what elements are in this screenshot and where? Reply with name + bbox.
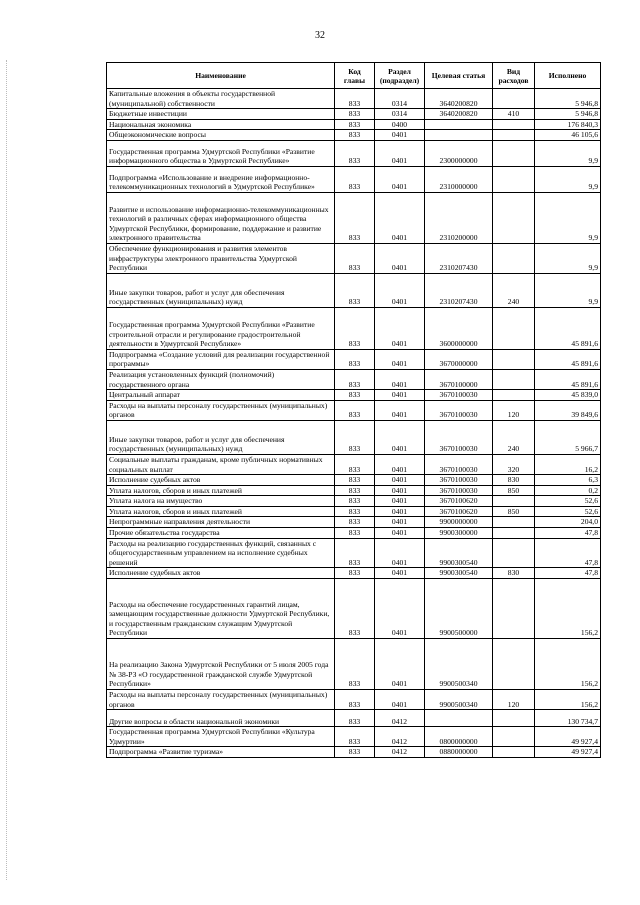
table-cell-chapter-code: 833	[335, 538, 375, 568]
table-cell-expense-type	[493, 166, 535, 192]
table-cell-chapter-code: 833	[335, 506, 375, 517]
table-row	[107, 390, 601, 401]
table-cell-name: Исполнение судебных актов	[107, 475, 335, 486]
table-cell-section: 0401	[375, 273, 425, 307]
table-cell-target-article: 9900300540	[425, 568, 493, 579]
table-cell-chapter-code: 833	[335, 485, 375, 496]
table-cell-section: 0401	[375, 475, 425, 486]
table-row	[107, 710, 601, 727]
table-cell-chapter-code: 833	[335, 475, 375, 486]
table-cell-chapter-code: 833	[335, 454, 375, 474]
table-cell-section: 0401	[375, 506, 425, 517]
table-cell-target-article: 0880000000	[425, 747, 493, 758]
table-cell-expense-type	[493, 538, 535, 568]
table-row	[107, 349, 601, 369]
table-cell-chapter-code: 833	[335, 639, 375, 690]
table-cell-target-article	[425, 710, 493, 727]
table-cell-section: 0314	[375, 89, 425, 109]
table-cell-name: Государственная программа Удмуртской Республики «Развитие информационного общества в Удмуртской Республике»	[107, 140, 335, 166]
table-cell-name: Расходы на обеспечение государственных гарантий лицам, замещающим государственные должности Удмуртской Республики, и государственным гражданским служащим Удмуртской Республики	[107, 579, 335, 639]
table-cell-chapter-code: 833	[335, 166, 375, 192]
table-cell-executed: 49 927,4	[535, 727, 601, 747]
table-cell-expense-type	[493, 517, 535, 528]
table-cell-section: 0401	[375, 420, 425, 454]
table-cell-name: Другие вопросы в области национальной экономики	[107, 710, 335, 727]
table-cell-expense-type: 320	[493, 454, 535, 474]
table-cell-target-article: 3640200820	[425, 89, 493, 109]
scan-margin-marks	[6, 60, 9, 880]
table-row	[107, 528, 601, 539]
table-cell-executed: 9,9	[535, 192, 601, 243]
table-cell-target-article: 3670100030	[425, 390, 493, 401]
table-cell-expense-type	[493, 639, 535, 690]
table-cell-executed: 45 891,6	[535, 369, 601, 389]
table-cell-expense-type	[493, 496, 535, 507]
table-row	[107, 130, 601, 141]
table-cell-section: 0401	[375, 390, 425, 401]
table-cell-executed: 9,9	[535, 166, 601, 192]
table-cell-target-article: 2310200000	[425, 192, 493, 243]
table-cell-chapter-code: 833	[335, 496, 375, 507]
table-cell-target-article: 3670100000	[425, 369, 493, 389]
table-cell-section: 0401	[375, 568, 425, 579]
table-cell-chapter-code: 833	[335, 579, 375, 639]
table-cell-name: Подпрограмма «Создание условий для реализации государственной программы»	[107, 349, 335, 369]
table-cell-name: Подпрограмма «Развитие туризма»	[107, 747, 335, 758]
table-header-row	[107, 63, 601, 89]
table-cell-expense-type	[493, 369, 535, 389]
table-row	[107, 579, 601, 639]
table-cell-section: 0400	[375, 119, 425, 130]
table-cell-section: 0314	[375, 109, 425, 120]
table-row	[107, 747, 601, 758]
table-cell-section: 0401	[375, 140, 425, 166]
table-cell-section: 0401	[375, 690, 425, 710]
table-cell-expense-type	[493, 747, 535, 758]
table-cell-executed: 45 839,0	[535, 390, 601, 401]
table-cell-target-article	[425, 119, 493, 130]
table-cell-section: 0401	[375, 517, 425, 528]
table-cell-section: 0401	[375, 130, 425, 141]
table-cell-target-article: 3600000000	[425, 307, 493, 349]
table-cell-expense-type: 850	[493, 485, 535, 496]
table-cell-target-article: 2310207430	[425, 273, 493, 307]
table-cell-expense-type	[493, 710, 535, 727]
table-cell-expense-type	[493, 243, 535, 273]
table-cell-executed: 156,2	[535, 639, 601, 690]
table-cell-expense-type	[493, 349, 535, 369]
table-cell-expense-type	[493, 192, 535, 243]
table-cell-chapter-code: 833	[335, 710, 375, 727]
table-cell-target-article	[425, 130, 493, 141]
table-cell-expense-type	[493, 579, 535, 639]
table-cell-executed: 5 966,7	[535, 420, 601, 454]
budget-table	[106, 62, 601, 758]
table-cell-target-article: 9900500000	[425, 579, 493, 639]
table-cell-target-article: 3670100620	[425, 496, 493, 507]
table-cell-target-article: 9900500340	[425, 639, 493, 690]
table-cell-executed: 176 840,3	[535, 119, 601, 130]
table-cell-expense-type	[493, 528, 535, 539]
table-cell-section: 0401	[375, 166, 425, 192]
table-cell-chapter-code: 833	[335, 369, 375, 389]
table-row	[107, 273, 601, 307]
table-cell-executed: 52,6	[535, 506, 601, 517]
header-section: Раздел (подраздел)	[375, 63, 425, 89]
table-row	[107, 243, 601, 273]
table-cell-name: Прочие обязательства государства	[107, 528, 335, 539]
table-cell-executed: 16,2	[535, 454, 601, 474]
table-row	[107, 568, 601, 579]
table-cell-executed: 9,9	[535, 140, 601, 166]
table-cell-expense-type	[493, 307, 535, 349]
table-cell-expense-type: 240	[493, 273, 535, 307]
table-cell-name: Иные закупки товаров, работ и услуг для обеспечения государственных (муниципальных) нужд	[107, 420, 335, 454]
table-cell-section: 0401	[375, 349, 425, 369]
table-cell-name: Расходы на выплаты персоналу государственных (муниципальных) органов	[107, 400, 335, 420]
table-cell-executed: 45 891,6	[535, 307, 601, 349]
table-row	[107, 485, 601, 496]
table-cell-chapter-code: 833	[335, 273, 375, 307]
table-cell-name: Государственная программа Удмуртской Республики «Культура Удмуртии»	[107, 727, 335, 747]
table-cell-name: Капитальные вложения в объекты государственной (муниципальной) собственности	[107, 89, 335, 109]
table-cell-executed: 49 927,4	[535, 747, 601, 758]
table-row	[107, 639, 601, 690]
table-cell-chapter-code: 833	[335, 528, 375, 539]
table-cell-chapter-code: 833	[335, 140, 375, 166]
table-cell-expense-type: 850	[493, 506, 535, 517]
table-row	[107, 192, 601, 243]
table-cell-target-article: 9900300000	[425, 528, 493, 539]
table-cell-section: 0401	[375, 307, 425, 349]
table-cell-name: Социальные выплаты гражданам, кроме публичных нормативных социальных выплат	[107, 454, 335, 474]
table-row	[107, 506, 601, 517]
table-cell-name: Непрограммные направления деятельности	[107, 517, 335, 528]
table-row	[107, 140, 601, 166]
table-cell-name: Уплата налогов, сборов и иных платежей	[107, 506, 335, 517]
header-executed: Исполнено	[535, 63, 601, 89]
table-cell-section: 0401	[375, 496, 425, 507]
table-cell-target-article: 9900000000	[425, 517, 493, 528]
table-cell-executed: 204,0	[535, 517, 601, 528]
table-row	[107, 690, 601, 710]
table-cell-section: 0412	[375, 747, 425, 758]
table-cell-chapter-code: 833	[335, 568, 375, 579]
table-cell-section: 0401	[375, 192, 425, 243]
table-cell-target-article: 3670100030	[425, 420, 493, 454]
table-cell-expense-type: 830	[493, 568, 535, 579]
table-cell-chapter-code: 833	[335, 192, 375, 243]
table-cell-expense-type: 830	[493, 475, 535, 486]
table-cell-section: 0412	[375, 727, 425, 747]
table-cell-chapter-code: 833	[335, 109, 375, 120]
table-cell-chapter-code: 833	[335, 243, 375, 273]
table-cell-name: Расходы на реализацию государственных функций, связанных с общегосударственным управлением на исполнение судебных решений	[107, 538, 335, 568]
table-row	[107, 307, 601, 349]
table-cell-section: 0401	[375, 485, 425, 496]
table-cell-expense-type	[493, 119, 535, 130]
table-row	[107, 454, 601, 474]
table-cell-executed: 46 105,6	[535, 130, 601, 141]
page-number: 32	[315, 30, 325, 41]
table-cell-target-article: 2310000000	[425, 166, 493, 192]
table-cell-executed: 156,2	[535, 690, 601, 710]
table-cell-name: Расходы на выплаты персоналу государственных (муниципальных) органов	[107, 690, 335, 710]
table-cell-executed: 47,8	[535, 538, 601, 568]
table-cell-expense-type: 120	[493, 690, 535, 710]
table-cell-name: Бюджетные инвестиции	[107, 109, 335, 120]
table-cell-executed: 5 946,8	[535, 89, 601, 109]
header-name: Наименование	[107, 63, 335, 89]
table-cell-expense-type: 120	[493, 400, 535, 420]
table-cell-executed: 156,2	[535, 579, 601, 639]
table-row	[107, 166, 601, 192]
table-cell-section: 0401	[375, 528, 425, 539]
table-cell-section: 0401	[375, 639, 425, 690]
table-cell-executed: 6,3	[535, 475, 601, 486]
header-target-article: Целевая статья	[425, 63, 493, 89]
table-cell-expense-type	[493, 89, 535, 109]
table-cell-target-article: 3670000000	[425, 349, 493, 369]
table-cell-executed: 39 849,6	[535, 400, 601, 420]
table-cell-section: 0401	[375, 454, 425, 474]
table-cell-executed: 5 946,8	[535, 109, 601, 120]
table-row	[107, 369, 601, 389]
table-cell-chapter-code: 833	[335, 119, 375, 130]
table-cell-name: Общеэкономические вопросы	[107, 130, 335, 141]
table-cell-executed: 9,9	[535, 243, 601, 273]
table-cell-name: Исполнение судебных актов	[107, 568, 335, 579]
table-row	[107, 119, 601, 130]
table-cell-target-article: 2310207430	[425, 243, 493, 273]
table-cell-chapter-code: 833	[335, 349, 375, 369]
table-cell-chapter-code: 833	[335, 747, 375, 758]
table-cell-chapter-code: 833	[335, 400, 375, 420]
table-cell-target-article: 3670100030	[425, 485, 493, 496]
table-cell-chapter-code: 833	[335, 690, 375, 710]
table-cell-executed: 45 891,6	[535, 349, 601, 369]
table-row	[107, 496, 601, 507]
table-cell-target-article: 9900500340	[425, 690, 493, 710]
table-cell-name: Государственная программа Удмуртской Республики «Развитие строительной отрасли и регулирование градостроительной деятельности в Удмуртской Республике»	[107, 307, 335, 349]
table-cell-section: 0401	[375, 243, 425, 273]
table-row	[107, 420, 601, 454]
table-cell-expense-type	[493, 130, 535, 141]
table-cell-name: Уплата налога на имущество	[107, 496, 335, 507]
table-row	[107, 89, 601, 109]
table-cell-target-article: 3670100030	[425, 400, 493, 420]
table-row	[107, 475, 601, 486]
table-cell-name: На реализацию Закона Удмуртской Республики от 5 июля 2005 года № 38-РЗ «О государственной гражданской службе Удмуртской Республики»	[107, 639, 335, 690]
table-cell-target-article: 2300000000	[425, 140, 493, 166]
table-cell-expense-type: 410	[493, 109, 535, 120]
table-cell-name: Обеспечение функционирования и развития элементов инфраструктуры электронного правительства Удмуртской Республики	[107, 243, 335, 273]
table-cell-name: Иные закупки товаров, работ и услуг для обеспечения государственных (муниципальных) нужд	[107, 273, 335, 307]
table-cell-expense-type	[493, 727, 535, 747]
table-cell-name: Развитие и использование информационно-телекоммуникационных технологий в различных сферах информационного общества Удмуртской Республики, формирование, поддержание и развитие электронного правительства	[107, 192, 335, 243]
table-cell-chapter-code: 833	[335, 727, 375, 747]
table-cell-target-article: 0800000000	[425, 727, 493, 747]
table-cell-name: Центральный аппарат	[107, 390, 335, 401]
table-cell-name: Реализация установленных функций (полномочий) государственного органа	[107, 369, 335, 389]
table-cell-name: Уплата налогов, сборов и иных платежей	[107, 485, 335, 496]
table-row	[107, 400, 601, 420]
table-cell-section: 0412	[375, 710, 425, 727]
table-cell-expense-type	[493, 390, 535, 401]
table-cell-section: 0401	[375, 369, 425, 389]
table-cell-name: Подпрограмма «Использование и внедрение информационно-телекоммуникационных технологий в Удмуртской Республике»	[107, 166, 335, 192]
table-cell-executed: 47,8	[535, 528, 601, 539]
table-row	[107, 109, 601, 120]
table-cell-section: 0401	[375, 579, 425, 639]
table-cell-executed: 130 734,7	[535, 710, 601, 727]
header-chapter-code: Код главы	[335, 63, 375, 89]
table-cell-executed: 0,2	[535, 485, 601, 496]
table-cell-section: 0401	[375, 400, 425, 420]
table-cell-executed: 52,6	[535, 496, 601, 507]
table-cell-section: 0401	[375, 538, 425, 568]
table-cell-target-article: 9900300540	[425, 538, 493, 568]
table-cell-expense-type: 240	[493, 420, 535, 454]
table-cell-chapter-code: 833	[335, 517, 375, 528]
table-cell-expense-type	[493, 140, 535, 166]
table-cell-chapter-code: 833	[335, 307, 375, 349]
table-cell-name: Национальная экономика	[107, 119, 335, 130]
table-cell-executed: 47,8	[535, 568, 601, 579]
table-cell-chapter-code: 833	[335, 130, 375, 141]
table-cell-target-article: 3640200820	[425, 109, 493, 120]
header-expense-type: Вид расходов	[493, 63, 535, 89]
table-cell-chapter-code: 833	[335, 420, 375, 454]
table-row	[107, 538, 601, 568]
table-cell-target-article: 3670100030	[425, 475, 493, 486]
table-cell-target-article: 3670100030	[425, 454, 493, 474]
table-row	[107, 517, 601, 528]
table-cell-target-article: 3670100620	[425, 506, 493, 517]
table-cell-chapter-code: 833	[335, 89, 375, 109]
table-cell-chapter-code: 833	[335, 390, 375, 401]
table-cell-executed: 9,9	[535, 273, 601, 307]
table-row	[107, 727, 601, 747]
